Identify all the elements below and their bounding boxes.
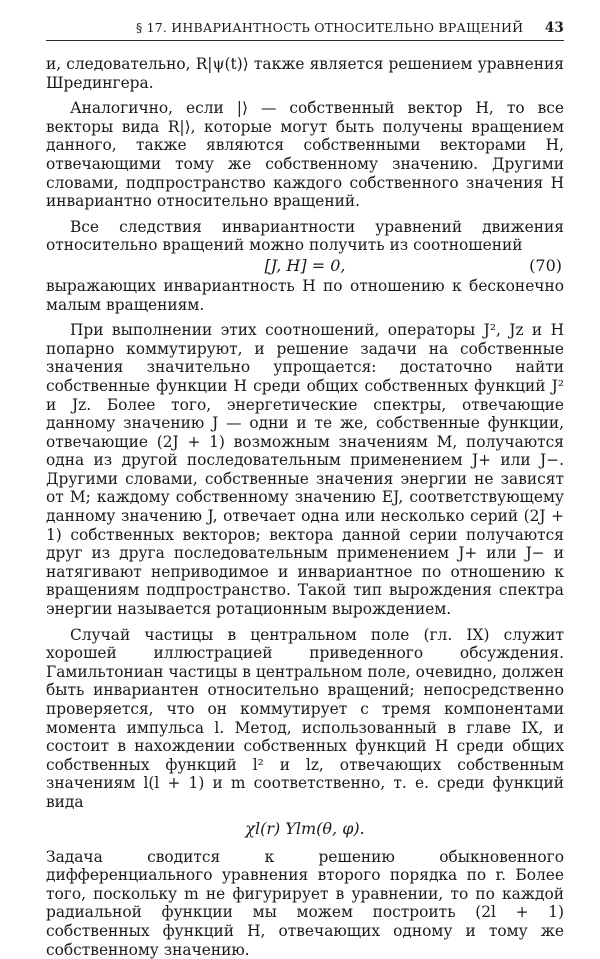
paragraph-3: Все следствия инвариантности уравнений движения относительно вращений можно получить из соотношений [46,217,564,255]
book-page [46,18,564,959]
paragraph-7: Задача сводится к решению обыкновенного дифференциального уравнения второго порядка по r. Более того, поскольку m не фигурирует в уравнении, то по каждой радиальной функции мы можем построить (2l + 1) собственных функций H, отвечающих одному и тому же собственному значению. [46,847,564,959]
running-header [46,18,564,40]
paragraph-2: Аналогично, если |⟩ — собственный вектор H, то все векторы вида R|⟩, которые могут быть получены вращением данного, также являются собственными векторами H, отвечающими тому же собственному значению. Другими словами, подпространство каждого собственного значения H инвариантно относительно вращений. [46,99,564,211]
paragraph-6: Случай частицы в центральном поле (гл. IX) служит хорошей иллюстрацией приведенного обсуждения. Гамильтониан частицы в центральном поле, очевидно, должен быть инвариантен относительно вращений; непосредственно проверяется, что он коммутирует с тремя компонентами момента импульса l. Метод, использованный в главе IX, и состоит в нахождении собственных функций H среди общих собственных функций l² и lz, отвечающих собственным значениям l(l + 1) и m соответственно, т. е. среди функций вида [46,625,564,811]
equation-70-number: (70) [529,255,562,275]
section-title: § 17. ИНВАРИАНТНОСТЬ ОТНОСИТЕЛЬНО ВРАЩЕНИЙ [136,20,524,35]
paragraph-5: При выполнении этих соотношений, операторы J², Jz и H попарно коммутируют, и решение задачи на собственные значения значительно упрощается: достаточно найти собственные функции H среди общих собственных функций J² и Jz. Более того, энергетические спектры, отвечающие данному значению J — одни и те же, собственные функции, отвечающие (2J + 1) возможным значениям M, получаются одна из другой последовательным применением J+ или J−. Другими словами, собственные значения энергии не зависят от M; каждому собственному значению EJ, соответствующему данному значению J, отвечает одна или несколько серий (2J + 1) собственных векторов; вектора данной серии получаются друг из друга последовательным применением J+ или J− и натягивают неприводимое и инвариантное по отношению к вращениям подпространство. Такой тип вырождения спектра энергии называется ротационным вырождением. [46,321,564,619]
equation-70-body: [J, H] = 0, [264,255,346,275]
equation-radial: χl(r) Ylm(θ, φ). [245,818,365,838]
paragraph-1: и, следовательно, R|ψ(t)⟩ также является решением уравнения Шредингера. [46,55,564,92]
equation-70 [46,255,564,277]
header-rule [46,40,564,41]
paragraph-4: выражающих инвариантность H по отношению к бесконечно малым вращениям. [46,276,564,314]
page-number: 43 [544,20,564,36]
